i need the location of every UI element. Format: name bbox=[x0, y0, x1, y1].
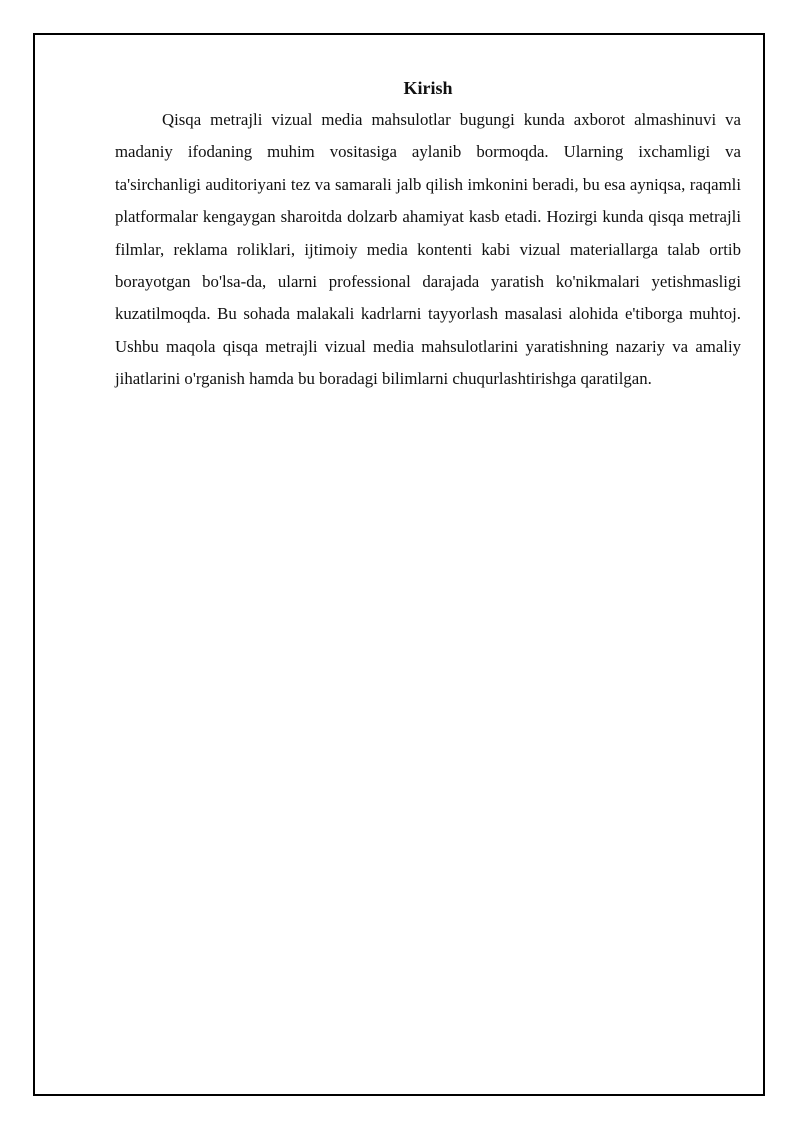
section-heading: Kirish bbox=[403, 78, 453, 98]
body-paragraph: Qisqa metrajli vizual media mahsulotlar bugungi kunda axborot almashinuvi va madaniy ifodaning muhim vositasiga aylanib bormoqda. Ularning ixchamligi va ta'sirchanligi auditoriyani tez va samarali jalb qilish imkonini beradi, bu esa ayniqsa, raqamli platformalar kengaygan sharoitda dolzarb ahamiyat kasb etadi. Hozirgi kunda qisqa metrajli filmlar, reklama roliklari, ijtimoiy media kontenti kabi vizual materiallarga talab ortib borayotgan bo'lsa-da, ularni professional darajada yaratish ko'nikmalari yetishmasligi kuzatilmoqda. Bu sohada malakali kadrlarni tayyorlash masalasi alohida e'tiborga muhtoj. Ushbu maqola qisqa metrajli vizual media mahsulotlarini yaratishning nazariy va amaliy jihatlarini o'rganish hamda bu boradagi bilimlarni chuqurlashtirishga qaratilgan. bbox=[115, 110, 741, 389]
document-body bbox=[115, 76, 741, 396]
